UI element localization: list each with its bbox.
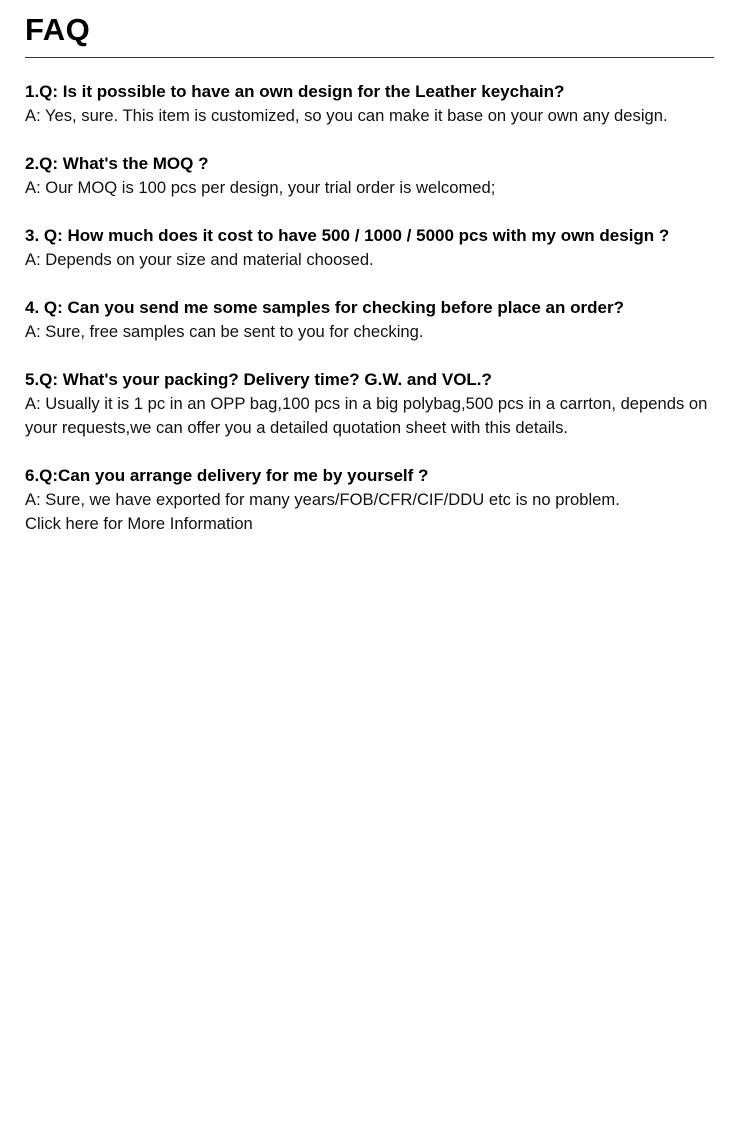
faq-item xyxy=(25,368,745,440)
faq-answer: A: Depends on your size and material choosed. xyxy=(25,250,374,269)
faq-answer: A: Our MOQ is 100 pcs per design, your trial order is welcomed; xyxy=(25,178,496,197)
faq-item xyxy=(25,152,745,200)
faq-answer: A: Sure, free samples can be sent to you for checking. xyxy=(25,322,424,341)
faq-answer: A: Usually it is 1 pc in an OPP bag,100 pcs in a big polybag,500 pcs in a carrton, depends on your requests,we can offer you a detailed quotation sheet with this details. xyxy=(25,394,708,437)
page-title: FAQ xyxy=(25,12,91,47)
faq-item xyxy=(25,296,745,344)
faq-item xyxy=(25,224,745,272)
faq-question: 5.Q: What's your packing? Delivery time? G.W. and VOL.? xyxy=(25,370,492,389)
faq-list xyxy=(25,80,745,560)
faq-question: 2.Q: What's the MOQ ? xyxy=(25,154,209,173)
faq-answer: A: Sure, we have exported for many years/FOB/CFR/CIF/DDU etc is no problem. xyxy=(25,490,620,509)
faq-question: 4. Q: Can you send me some samples for checking before place an order? xyxy=(25,298,624,317)
faq-question: 3. Q: How much does it cost to have 500 / 1000 / 5000 pcs with my own design ? xyxy=(25,226,670,245)
title-divider xyxy=(25,57,714,58)
faq-answer: A: Yes, sure. This item is customized, so you can make it base on your own any design. xyxy=(25,106,668,125)
faq-question: 6.Q:Can you arrange delivery for me by yourself ? xyxy=(25,466,429,485)
faq-item xyxy=(25,80,745,128)
more-information-link[interactable]: Click here for More Information xyxy=(25,514,253,533)
faq-item xyxy=(25,464,745,536)
faq-question: 1.Q: Is it possible to have an own design for the Leather keychain? xyxy=(25,82,565,101)
